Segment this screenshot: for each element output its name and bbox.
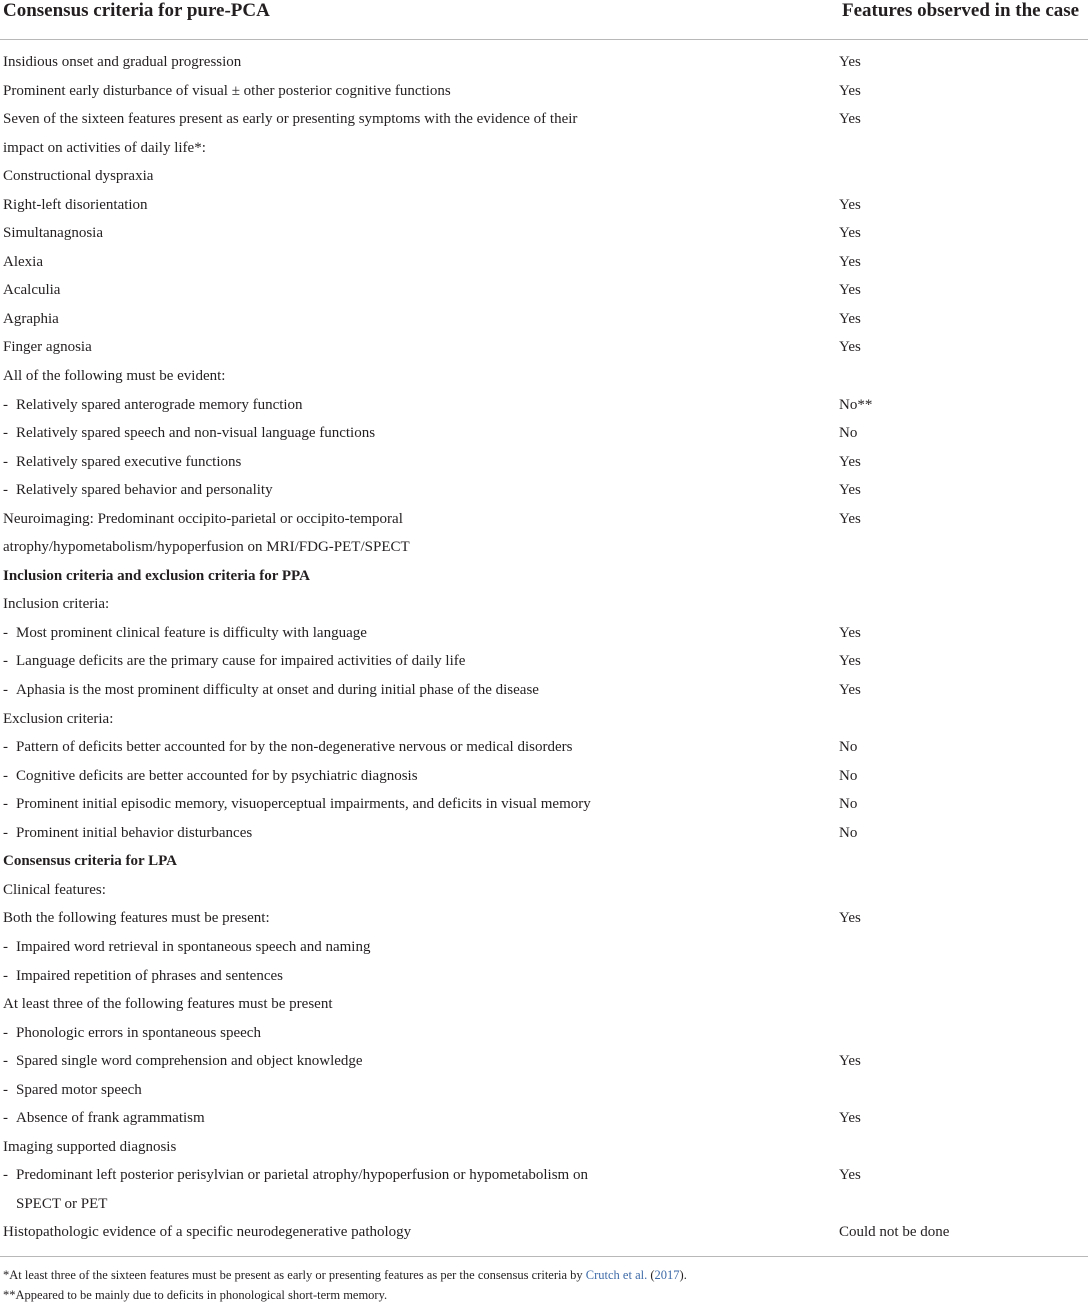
table-row (0, 819, 1088, 848)
observed-value (839, 1076, 1088, 1105)
observed-cell (839, 1161, 1088, 1190)
table-row (0, 933, 1088, 962)
table-row (0, 162, 1088, 191)
observed-cell (839, 419, 1088, 448)
observed-cell (839, 676, 1088, 705)
observed-cell (839, 276, 1088, 305)
criterion-text: - Language deficits are the primary cause for impaired activities of daily life (3, 647, 839, 676)
criterion-cell (0, 990, 839, 1019)
observed-value (839, 990, 1088, 1019)
observed-value: Yes (839, 253, 861, 270)
observed-cell (839, 962, 1088, 991)
criterion-text: - Phonologic errors in spontaneous speech (3, 1019, 839, 1048)
table-row (0, 391, 1088, 420)
criterion-text: Clinical features: (3, 881, 106, 898)
criterion-text: Simultanagnosia (3, 225, 103, 242)
observed-value: Yes (839, 482, 861, 499)
observed-value: Yes (839, 510, 861, 527)
observed-value: No (839, 824, 858, 841)
observed-value: Yes (839, 1053, 861, 1070)
table-row (0, 990, 1088, 1019)
criterion-cell (0, 191, 839, 220)
criterion-cell (0, 105, 839, 162)
criterion-text: Seven of the sixteen features present as early or presenting symptoms with the evidence of their (3, 111, 578, 128)
observed-cell (839, 448, 1088, 477)
observed-value: Yes (839, 196, 861, 213)
criterion-cell (0, 1161, 839, 1218)
table-row (0, 1161, 1088, 1218)
criterion-text: - Absence of frank agrammatism (3, 1104, 839, 1133)
table-row (0, 248, 1088, 277)
observed-cell (839, 1076, 1088, 1105)
table-body (0, 48, 1088, 1247)
observed-cell (839, 762, 1088, 791)
table-bottom-rule (0, 1256, 1088, 1257)
criterion-text: Insidious onset and gradual progression (3, 54, 242, 70)
criterion-cell (0, 248, 839, 277)
criterion-cell (0, 276, 839, 305)
criterion-text: atrophy/hypometabolism/hypoperfusion on MRI/FDG-PET/SPECT (3, 539, 410, 556)
criterion-cell (0, 933, 839, 962)
observed-cell (839, 1218, 1088, 1247)
table-row (0, 191, 1088, 220)
criterion-cell (0, 1133, 839, 1162)
criterion-text: Constructional dyspraxia (3, 168, 154, 185)
table-header (0, 0, 1088, 40)
criterion-text: - Most prominent clinical feature is difficulty with language (3, 619, 839, 648)
criterion-text: Imaging supported diagnosis (3, 1138, 177, 1155)
criterion-cell (0, 362, 839, 391)
observed-value: Yes (839, 339, 861, 356)
observed-value: Could not be done (839, 1224, 950, 1241)
footnote-1-close: ). (679, 1268, 687, 1282)
observed-cell (839, 162, 1088, 191)
table-row (0, 904, 1088, 933)
criterion-text: - Aphasia is the most prominent difficulty at onset and during initial phase of the disease (3, 676, 839, 705)
observed-value (839, 705, 1088, 734)
observed-value: Yes (839, 453, 861, 470)
criterion-text: - Impaired repetition of phrases and sentences (3, 962, 839, 991)
criterion-text: Finger agnosia (3, 339, 92, 356)
table-row (0, 77, 1088, 106)
observed-value: Yes (839, 310, 861, 327)
footnote-1-text: *At least three of the sixteen features must be present as early or presenting features as per the consensus criteria by (3, 1268, 586, 1282)
section-heading-row (0, 562, 1088, 591)
observed-value (839, 933, 1088, 962)
criterion-cell (0, 419, 839, 448)
criterion-text: - Prominent initial behavior disturbances (3, 819, 839, 848)
table-row (0, 590, 1088, 619)
observed-cell (839, 647, 1088, 676)
criterion-text: - Pattern of deficits better accounted for by the non-degenerative nervous or medical disorders (3, 733, 839, 762)
criterion-text: SPECT or PET (16, 1195, 108, 1212)
observed-value (839, 1133, 1088, 1162)
table-row (0, 448, 1088, 477)
criterion-cell (0, 876, 839, 905)
table-row (0, 48, 1088, 77)
criterion-text: - Relatively spared executive functions (3, 448, 839, 477)
table-row (0, 276, 1088, 305)
observed-value: Yes (839, 54, 861, 70)
criterion-cell (0, 1047, 839, 1076)
criterion-cell (0, 847, 839, 876)
observed-value: Yes (839, 910, 861, 927)
criterion-cell (0, 962, 839, 991)
table-row (0, 1047, 1088, 1076)
observed-cell (839, 219, 1088, 248)
observed-value: No** (839, 396, 873, 413)
observed-cell (839, 705, 1088, 734)
observed-cell (839, 505, 1088, 534)
footnote-1 (3, 1265, 687, 1285)
observed-cell (839, 476, 1088, 505)
criterion-cell (0, 904, 839, 933)
criterion-text: Alexia (3, 253, 43, 270)
criterion-text: At least three of the following features must be present (3, 996, 333, 1013)
observed-value: Yes (839, 1110, 861, 1127)
footnote-2: **Appeared to be mainly due to deficits in phonological short-term memory. (3, 1288, 388, 1302)
observed-cell (839, 191, 1088, 220)
observed-cell (839, 819, 1088, 848)
table-row (0, 105, 1088, 162)
table-row (0, 219, 1088, 248)
criterion-cell (0, 562, 839, 591)
criterion-cell (0, 448, 839, 477)
observed-cell (839, 305, 1088, 334)
observed-value (839, 362, 1088, 391)
observed-value: No (839, 739, 858, 756)
observed-cell (839, 619, 1088, 648)
criterion-text: - Predominant left posterior perisylvian or parietal atrophy/hypoperfusion or hypometabolism on (3, 1161, 839, 1190)
observed-cell (839, 904, 1088, 933)
criterion-text: - Relatively spared speech and non-visual language functions (3, 419, 839, 448)
observed-cell (839, 1133, 1088, 1162)
table-row (0, 647, 1088, 676)
criterion-cell (0, 590, 839, 619)
observed-value (839, 962, 1088, 991)
table-row (0, 476, 1088, 505)
criterion-text: Inclusion criteria: (3, 596, 110, 613)
observed-value (839, 162, 1088, 191)
observed-value: Yes (839, 1167, 861, 1184)
criterion-text: Exclusion criteria: (3, 710, 114, 727)
table-row (0, 962, 1088, 991)
observed-cell (839, 48, 1088, 77)
criterion-cell (0, 48, 839, 77)
criterion-cell (0, 333, 839, 362)
criterion-cell (0, 1076, 839, 1105)
observed-value: Yes (839, 82, 861, 99)
criterion-cell (0, 647, 839, 676)
criterion-cell (0, 790, 839, 819)
observed-cell (839, 1104, 1088, 1133)
observed-value: Yes (839, 111, 861, 128)
criterion-text: - Relatively spared anterograde memory function (3, 391, 839, 420)
table-row (0, 619, 1088, 648)
observed-value: No (839, 767, 858, 784)
criterion-cell (0, 77, 839, 106)
criterion-cell (0, 1218, 839, 1247)
observed-cell (839, 1019, 1088, 1048)
observed-cell (839, 790, 1088, 819)
criterion-text: - Relatively spared behavior and personality (3, 476, 839, 505)
observed-cell (839, 590, 1088, 619)
table-row (0, 362, 1088, 391)
observed-value: Yes (839, 653, 861, 670)
criterion-text: impact on activities of daily life*: (3, 139, 206, 156)
criterion-cell (0, 1019, 839, 1048)
observed-value (839, 847, 1088, 876)
criterion-text: - Prominent initial episodic memory, visuoperceptual impairments, and deficits in visual memory (3, 790, 839, 819)
observed-value (839, 562, 1088, 591)
observed-cell (839, 333, 1088, 362)
criterion-text: Neuroimaging: Predominant occipito-parietal or occipito-temporal (3, 510, 403, 527)
criterion-cell (0, 762, 839, 791)
table-row (0, 305, 1088, 334)
criterion-text: Histopathologic evidence of a specific neurodegenerative pathology (3, 1224, 412, 1241)
table-row (0, 733, 1088, 762)
table-row (0, 333, 1088, 362)
section-heading-row (0, 847, 1088, 876)
criterion-text: Inclusion criteria and exclusion criteria for PPA (3, 567, 310, 584)
observed-value: No (839, 425, 858, 442)
criterion-text: Right-left disorientation (3, 196, 148, 213)
criterion-cell (0, 391, 839, 420)
observed-cell (839, 562, 1088, 591)
observed-cell (839, 733, 1088, 762)
table-row (0, 1076, 1088, 1105)
footnote-1-open: ( (647, 1268, 655, 1282)
observed-value (839, 1019, 1088, 1048)
observed-value: No (839, 796, 858, 813)
criterion-text: - Impaired word retrieval in spontaneous speech and naming (3, 933, 839, 962)
criterion-cell (0, 619, 839, 648)
observed-cell (839, 362, 1088, 391)
criterion-cell (0, 733, 839, 762)
observed-cell (839, 391, 1088, 420)
observed-cell (839, 248, 1088, 277)
observed-cell (839, 105, 1088, 134)
observed-value (839, 876, 1088, 905)
criterion-text: - Spared motor speech (3, 1076, 839, 1105)
criterion-cell (0, 305, 839, 334)
criterion-text: Both the following features must be present: (3, 910, 270, 927)
criterion-text: All of the following must be evident: (3, 368, 226, 385)
observed-cell (839, 1047, 1088, 1076)
criterion-text: Prominent early disturbance of visual ± other posterior cognitive functions (3, 82, 451, 99)
observed-value: Yes (839, 682, 861, 699)
citation-link-year[interactable]: 2017 (654, 1268, 680, 1282)
observed-cell (839, 933, 1088, 962)
table-row (0, 505, 1088, 562)
criterion-cell (0, 819, 839, 848)
observed-cell (839, 847, 1088, 876)
criterion-text: Consensus criteria for LPA (3, 853, 178, 870)
observed-value: Yes (839, 624, 861, 641)
criterion-cell (0, 476, 839, 505)
table-row (0, 1019, 1088, 1048)
table-row (0, 762, 1088, 791)
table-row (0, 876, 1088, 905)
observed-value: Yes (839, 225, 861, 242)
observed-cell (839, 990, 1088, 1019)
footnotes (3, 1265, 687, 1305)
criterion-cell (0, 162, 839, 191)
criterion-text: Agraphia (3, 310, 59, 327)
header-criteria: Consensus criteria for pure-PCA (3, 0, 270, 21)
criterion-text: Acalculia (3, 282, 61, 299)
table-row (0, 1133, 1088, 1162)
criterion-text: - Cognitive deficits are better accounted for by psychiatric diagnosis (3, 762, 839, 791)
table-row (0, 419, 1088, 448)
criterion-text: - Spared single word comprehension and object knowledge (3, 1047, 839, 1076)
observed-cell (839, 77, 1088, 106)
criterion-cell (0, 676, 839, 705)
citation-link-author[interactable]: Crutch et al. (585, 1268, 648, 1282)
table-row (0, 1218, 1088, 1247)
table-row (0, 790, 1088, 819)
criterion-cell (0, 705, 839, 734)
criterion-cell (0, 219, 839, 248)
criterion-cell (0, 1104, 839, 1133)
table-row (0, 1104, 1088, 1133)
observed-value: Yes (839, 282, 861, 299)
header-features-observed: Features observed in the case (842, 0, 1080, 21)
observed-cell (839, 876, 1088, 905)
observed-value (839, 590, 1088, 619)
table-row (0, 676, 1088, 705)
table-row (0, 705, 1088, 734)
criterion-cell (0, 505, 839, 562)
